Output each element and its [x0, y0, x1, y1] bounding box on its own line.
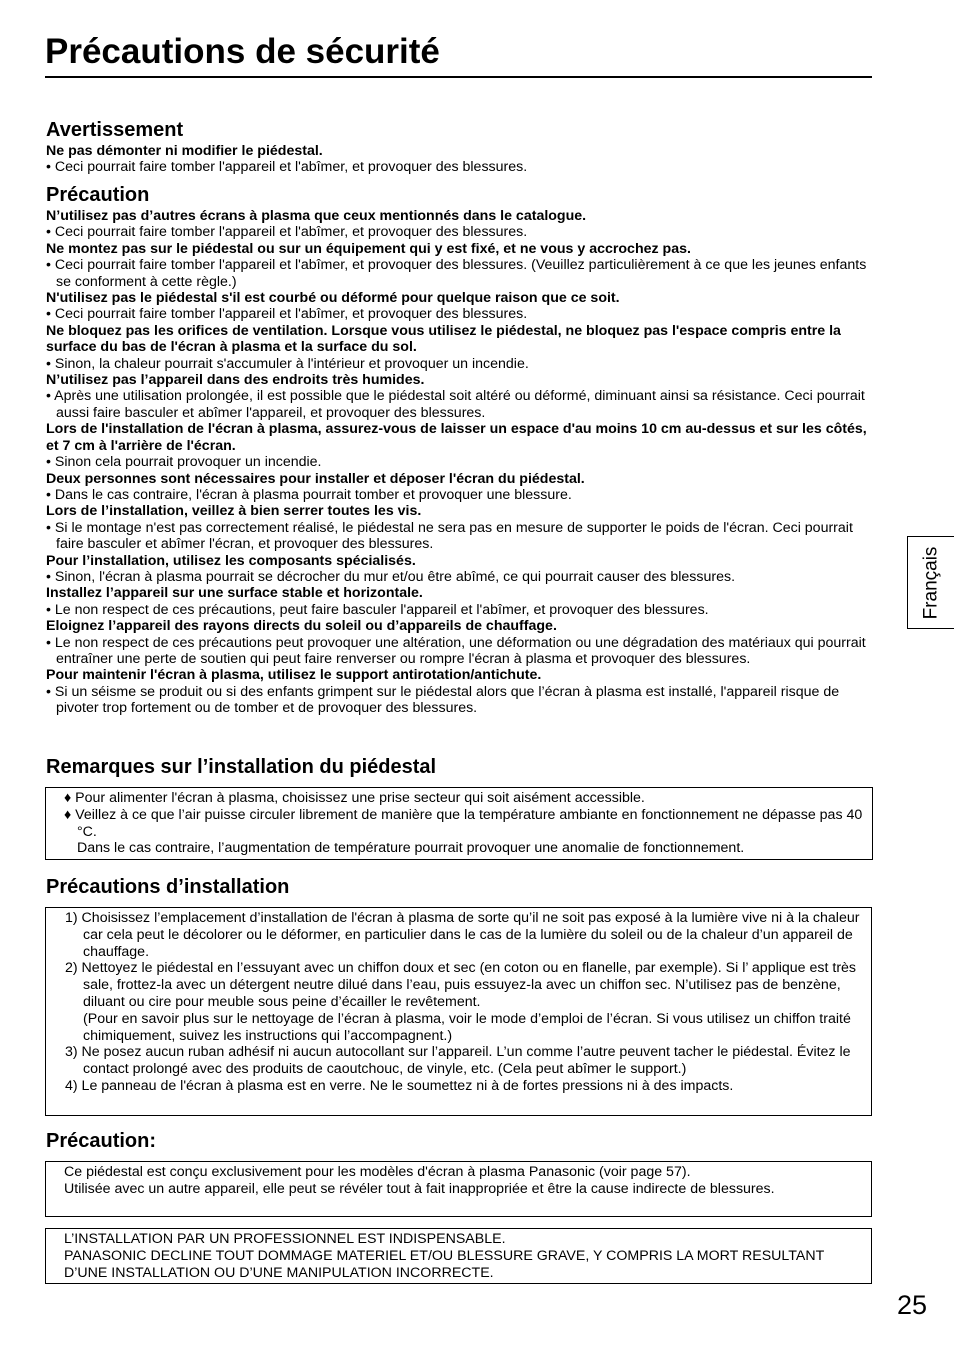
warning-statement: Lors de l’installation, veillez à bien serrer toutes les vis. [46, 503, 422, 520]
warning-consequence: • Sinon cela pourrait provoquer un incendie. [46, 454, 322, 471]
installation-heading: Précautions d’installation [46, 876, 290, 898]
warning-statement: Ne bloquez pas les orifices de ventilation. Lorsque vous utilisez le piédestal, ne bloquez pas l'espace compris entre la surface du bas de l'écran à plasma et la surface du sol. [46, 322, 841, 356]
warning-consequence: • Ceci pourrait faire tomber l'appareil et l'abîmer, et provoquer des blessures. [46, 306, 528, 323]
warning-consequence: • Le non respect de ces précautions, peut faire basculer l'appareil et l'abîmer, et provoquer des blessures. [46, 601, 709, 618]
precaution2-line-1: Ce piédestal est conçu exclusivement pour les modèles d'écran à plasma Panasonic (voir page 57). [64, 1164, 691, 1180]
warning-statement: Ne pas démonter ni modifier le piédestal. [46, 143, 323, 159]
language-tab-label: Français [920, 546, 942, 619]
installation-item-2-note: (Pour en savoir plus sur le nettoyage de l’écran à plasma, voir le mode d’emploi de l’écran. Si vous utilisez un chiffon traité chimiquement, suivez les instructions qui l’accompagnent.) [83, 1010, 851, 1044]
warning-statement: N’utilisez pas l’appareil dans des endroits très humides. [46, 372, 425, 389]
warning-statement: N'utilisez pas le piédestal s'il est courbé ou déformé pour quelque raison que ce soit. [46, 290, 620, 307]
precaution2-heading: Précaution: [46, 1130, 157, 1152]
warning-consequence: • Dans le cas contraire, l'écran à plasma pourrait tomber et provoquer une blessure. [46, 486, 572, 503]
remarques-box [45, 787, 873, 860]
installation-box [45, 907, 872, 1116]
warning-consequence: • Sinon, l'écran à plasma pourrait se décrocher du mur et/ou être abîmé, ce qui pourrait causer des blessures. [46, 568, 736, 585]
installation-item-3: 3) Ne posez aucun ruban adhésif ni aucun autocollant sur l’appareil. L’un comme l’autre peuvent tacher le piédestal. Évitez le contact prolongé avec des produits de caoutchouc, de vinyle, etc. (Cela peut abîmer le support.) [65, 1044, 851, 1078]
warning-statement: Pour maintenir l'écran à plasma, utilisez le support antirotation/antichute. [46, 667, 542, 684]
professional-notice-box [45, 1228, 872, 1284]
remarques-item-2: ♦ Veillez à ce que l’air puisse circuler librement de manière que la température ambiante en fonctionnement ne dépasse pas 40 °C. [64, 806, 863, 840]
installation-item-2: 2) Nettoyez le piédestal en l’essuyant avec un chiffon doux et sec (en coton ou en flanelle, par exemple). Si l’ applique est très sale, frottez-la avec un détergent neutre dilué dans l’eau, puis essuyez-la avec un chiffon sec. N’utilisez pas de benzène, diluant ou cire pour meuble sous peine d’écailler le revêtement. [65, 960, 857, 1010]
warning-consequence: • Sinon, la chaleur pourrait s'accumuler à l'intérieur et provoquer un incendie. [46, 355, 529, 372]
professional-line-1: L’INSTALLATION PAR UN PROFESSIONNEL EST INDISPENSABLE. [64, 1231, 506, 1247]
warning-statement: Deux personnes sont nécessaires pour installer et déposer l'écran du piédestal. [46, 470, 585, 487]
page-title: Précautions de sécurité [45, 28, 872, 78]
remarques-item-2-continued: Dans le cas contraire, l’augmentation de température pourrait provoquer une anomalie de fonctionnement. [77, 840, 745, 857]
warning-consequence: • Après une utilisation prolongée, il est possible que le piédestal soit altéré ou déformé, diminuant ainsi sa résistance. Ceci pourrait aussi faire basculer et abîmer l'appareil, et provoquer des blessures. [46, 388, 865, 421]
professional-line-2: PANASONIC DECLINE TOUT DOMMAGE MATERIEL ET/OU BLESSURE GRAVE, Y COMPRIS LA MORT RESULTANT D’UNE INSTALLATION OU D’UNE MANIPULATION INCORRECTE. [64, 1247, 824, 1281]
avertissement-list [46, 143, 874, 176]
precaution-heading: Précaution [46, 184, 150, 206]
warning-consequence: • Ceci pourrait faire tomber l'appareil et l'abîmer, et provoquer des blessures. (Veuillez particulièrement à ce que les jeunes enfants se conforment à cette règle.) [46, 257, 867, 290]
warning-statement: Eloignez l’appareil des rayons directs du soleil ou d’appareils de chauffage. [46, 618, 557, 635]
page-number: 25 [896, 1290, 927, 1320]
warning-consequence: • Le non respect de ces précautions peut provoquer une altération, une déformation ou une dégradation des matériaux qui pourrait entraîner une perte de soutien qui peut faire renverser ou rompre l'écran à plasma et provoquer des blessures. [46, 634, 866, 667]
language-tab [907, 536, 954, 629]
warning-statement: Installez l’appareil sur une surface stable et horizontale. [46, 585, 423, 602]
remarques-heading: Remarques sur l’installation du piédestal [46, 756, 437, 778]
warning-consequence: • Ceci pourrait faire tomber l'appareil et l'abîmer, et provoquer des blessures. [46, 224, 528, 241]
warning-consequence: • Si le montage n'est pas correctement réalisé, le piédestal ne sera pas en mesure de supporter le poids de l'écran. Ceci pourrait faire basculer et abîmer l'écran, et provoquer des blessures. [46, 519, 853, 553]
warning-statement: Ne montez pas sur le piédestal ou sur un équipement qui y est fixé, et ne vous y accrochez pas. [46, 240, 691, 257]
warning-statement: N’utilisez pas d’autres écrans à plasma que ceux mentionnés dans le catalogue. [46, 208, 587, 224]
warning-statement: Pour l’installation, utilisez les composants spécialisés. [46, 552, 416, 569]
precaution2-line-2: Utilisée avec un autre appareil, elle peut se révéler tout à fait inappropriée et être la cause indirecte de blessures. [64, 1180, 775, 1197]
installation-item-4: 4) Le panneau de l'écran à plasma est en verre. Ne le soumettez ni à de fortes pressions ni à des impacts. [65, 1077, 734, 1094]
precaution-list [46, 208, 874, 717]
warning-consequence: • Ceci pourrait faire tomber l'appareil et l'abîmer, et provoquer des blessures. [46, 159, 528, 176]
warning-statement: Lors de l'installation de l'écran à plasma, assurez-vous de laisser un espace d'au moins 10 cm au-dessus et sur les côtés, et 7 cm à l'arrière de l'écran. [46, 421, 867, 454]
precaution2-box [45, 1161, 872, 1217]
remarques-item-1: ♦ Pour alimenter l'écran à plasma, choisissez une prise secteur qui soit aisément accessible. [64, 790, 645, 806]
avertissement-heading: Avertissement [46, 119, 184, 141]
warning-consequence: • Si un séisme se produit ou si des enfants grimpent sur le piédestal alors que l’écran à plasma est installé, l'appareil risque de pivoter trop fortement ou de tomber et de provoquer des blessures. [46, 683, 840, 717]
installation-item-1: 1) Choisissez l’emplacement d’installation de l'écran à plasma de sorte qu’il ne soit pas exposé à la lumière vive ni à la chaleur car cela peut le décolorer ou le déformer, en particulier dans le cas de la lumière du soleil ou de la chaleur d’un appareil de chauffage. [65, 910, 860, 960]
